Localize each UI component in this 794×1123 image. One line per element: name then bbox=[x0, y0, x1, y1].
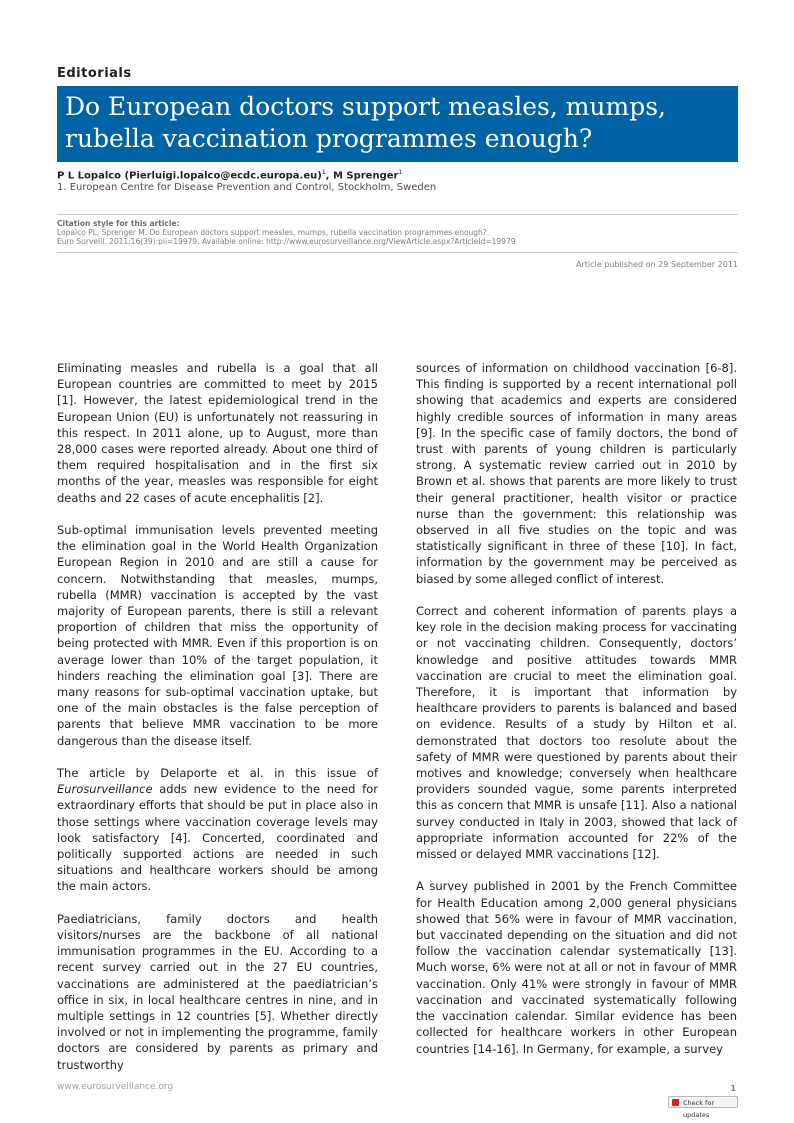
paragraph-4: Paediatricians, family doctors and health visitors/nurses are the backbone of all national immunisation programmes in the EU. According to a recent survey carried out in the 27 EU countries, vaccinations are administered at the paediatrician’s office in six, in local healthcare centres in nine, and in multiple settings in 12 countries [5]. Whether directly involved or not in implementing the programme, family doctors are considered by parents as primary and trustworthy bbox=[57, 911, 378, 1072]
check-for-updates-button[interactable] bbox=[668, 1096, 738, 1119]
author-2: M Sprenger bbox=[332, 170, 399, 182]
check-for-updates-label: Check for updates bbox=[683, 1099, 714, 1119]
divider-top bbox=[57, 214, 738, 215]
crossmark-icon bbox=[672, 1099, 679, 1106]
paragraph-3-end: adds new evidence to the need for extraordinary efforts that should be put in place also in those settings where vaccination coverage levels may look satisfactory [4]. Concerted, coordinated and politically supported actions are needed in such situations and healthcare workers should be among the main actors. bbox=[57, 782, 378, 894]
citation-line-1: Lopalco PL, Sprenger M. Do European doctors support measles, mumps, rubella vaccination programmes enough?. bbox=[57, 228, 490, 237]
author-line bbox=[57, 169, 402, 181]
paragraph-2: Sub-optimal immunisation levels prevented meeting the elimination goal in the World Health Organization European Region in 2010 and are still a cause for concern. Notwithstanding that measles, mumps, rubella (MMR) vaccination is accepted by the vast majority of European parents, there is still a relevant proportion of children that miss the opportunity of being protected with MMR. Even if this proportion is on average lower than 10% of the target population, it hinders reaching the elimination goal [3]. There are many reasons for sub-optimal vaccination uptake, but one of the main obstacles is the false perception of parents that believe MMR vaccination to be more dangerous than the disease itself. bbox=[57, 523, 378, 748]
paragraph-7: A survey published in 2001 by the French Committee for Health Education among 2,000 general physicians showed that 56% were in favour of MMR vaccination, but vaccinated depending on the situation and did not follow the vaccination calendar systematically [13]. Much worse, 6% were not at all or not in favour of MMR vaccination. Only 41% were strongly in favour of MMR vaccination and vaccinated systematically following the vaccination calendar. Similar evidence has been collected for healthcare workers in other European countries [14-16]. In Germany, for example, a survey bbox=[416, 879, 737, 1056]
author-1-affil-mark: 1 bbox=[321, 169, 326, 176]
article-title: Do European doctors support measles, mumps, rubella vaccination programmes enough? bbox=[65, 92, 667, 153]
citation-block bbox=[57, 219, 516, 246]
published-date: Article published on 29 September 2011 bbox=[575, 260, 738, 269]
title-banner bbox=[57, 86, 738, 162]
body-column-left bbox=[57, 360, 378, 1089]
divider-bottom bbox=[57, 252, 738, 253]
citation-line-2[interactable]: Euro Surveill. 2011;16(39):pii=19979. Available online: http://www.eurosurveillance.org/ViewArticle.aspx?ArticleId=19979 bbox=[57, 237, 516, 246]
author-separator: , bbox=[325, 170, 333, 182]
paragraph-3 bbox=[57, 765, 378, 895]
paragraph-5: sources of information on childhood vaccination [6-8]. This finding is supported by a recent international poll showing that academics and experts are considered highly credible sources of information in many areas [9]. In the specific case of family doctors, the bond of trust with parents of young children is particularly strong. A systematic review carried out in 2010 by Brown et al. shows that parents are more likely to trust their general practitioner, health visitor or practice nurse than the government: this relationship was observed in all five studies on the topic and was statistically significant in three of these [10]. In fact, information by the government may be perceived as biased by some alleged conflict of interest. bbox=[416, 361, 737, 586]
paragraph-6: Correct and coherent information of parents plays a key role in the decision making process for vaccinating or not vaccinating children. Consequently, doctors’ knowledge and positive attitudes towards MMR vaccination are crucial to meet the elimination goal. Therefore, it is important that information by healthcare providers to parents is balanced and based on evidence. Results of a study by Hilton et al. demonstrated that doctors too resolute about the safety of MMR were questioned by parents about their motives and knowledge; conversely when healthcare providers sounded vague, some parents interpreted this as concern that MMR is unsafe [11]. Also a national survey conducted in Italy in 2003, showed that lack of appropriate information accounted for 22% of the missed or delayed MMR vaccinations [12]. bbox=[416, 604, 737, 862]
page-number: 1 bbox=[730, 1084, 736, 1093]
author-2-affil-mark: 1 bbox=[398, 169, 403, 176]
footer-url[interactable]: www.eurosurveillance.org bbox=[57, 1082, 174, 1092]
author-1[interactable]: P L Lopalco (Pierluigi.lopalco@ecdc.europa.eu) bbox=[57, 170, 322, 182]
paragraph-1: Eliminating measles and rubella is a goal that all European countries are committed to meet by 2015 [1]. However, the latest epidemiological trend in the European Union (EU) is unfortunately not reassuring in this respect. In 2011 alone, up to August, more than 28,000 cases were reported already. About one third of them required hospitalisation and in the first six months of the year, measles was responsible for eight deaths and 22 cases of acute encephalitis [2]. bbox=[57, 361, 378, 505]
paragraph-3-start: The article by Delaporte et al. in this issue of bbox=[57, 766, 378, 781]
affiliation: 1. European Centre for Disease Prevention and Control, Stockholm, Sweden bbox=[57, 182, 437, 193]
body-column-right bbox=[416, 360, 737, 1073]
section-label: Editorials bbox=[57, 66, 132, 81]
citation-heading: Citation style for this article: bbox=[57, 219, 180, 228]
journal-name: Eurosurveillance bbox=[57, 782, 153, 797]
